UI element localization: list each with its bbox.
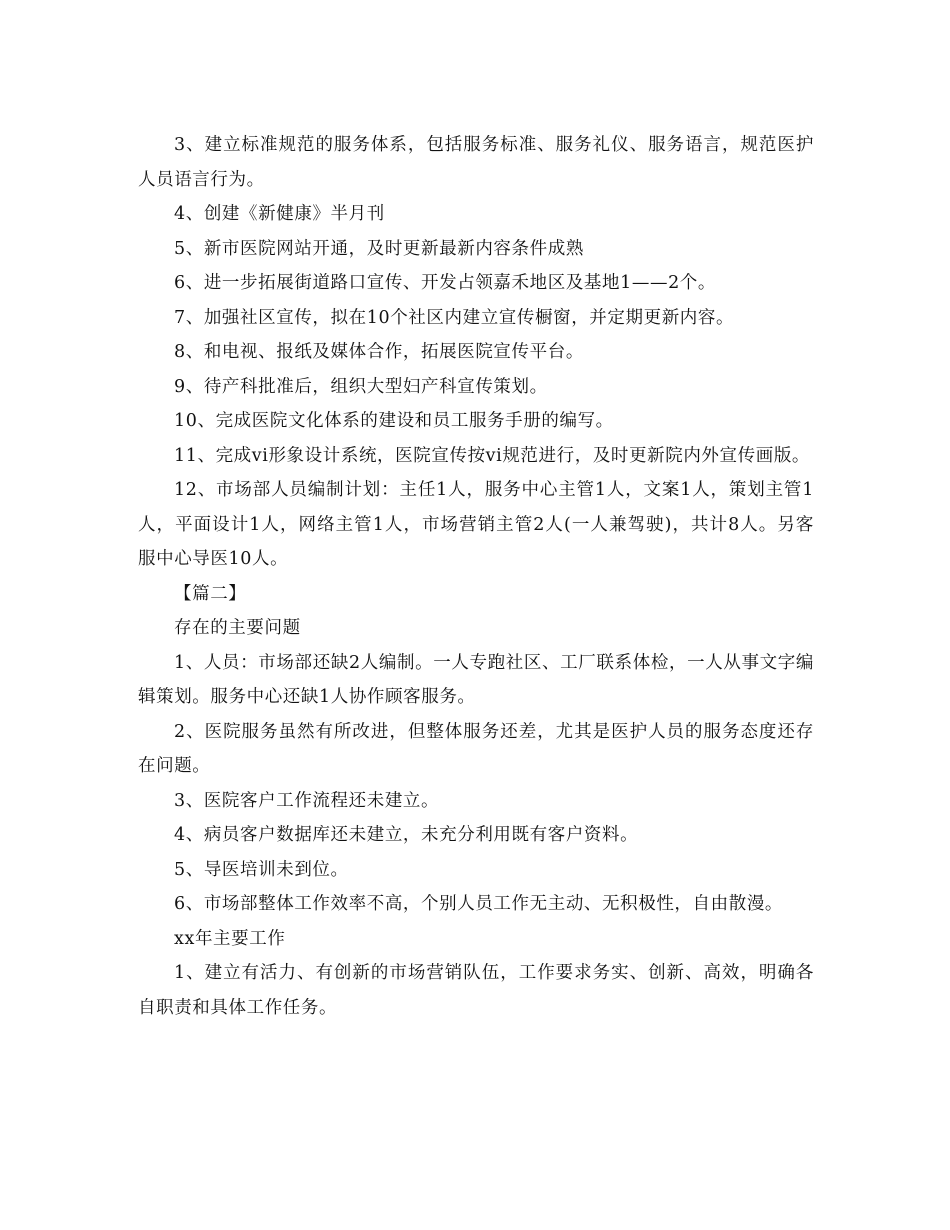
paragraph: 12、市场部人员编制计划：主任1人，服务中心主管1人，文案1人，策划主管1人，平面设计1人，网络主管1人，市场营销主管2人(一人兼驾驶)，共计8人。另客服中心导医10人。 — [138, 480, 814, 569]
paragraph: 10、完成医院文化体系的建设和员工服务手册的编写。 — [174, 411, 614, 431]
paragraph: 1、建立有活力、有创新的市场营销队伍，工作要求务实、创新、高效，明确各自职责和具体工作任务。 — [138, 963, 814, 1018]
paragraph: 4、创建《新健康》半月刊 — [174, 204, 385, 224]
paragraph: 11、完成vi形象设计系统，医院宣传按vi规范进行，及时更新院内外宣传画版。 — [174, 445, 811, 466]
paragraph: 6、进一步拓展街道路口宣传、开发占领嘉禾地区及基地1——2个。 — [174, 273, 716, 293]
paragraph: 3、医院客户工作流程还未建立。 — [174, 790, 440, 811]
paragraph: 2、医院服务虽然有所改进，但整体服务还差，尤其是医护人员的服务态度还存在问题。 — [138, 721, 814, 776]
paragraph: 4、病员客户数据库还未建立，未充分利用既有客户资料。 — [174, 825, 639, 845]
subheading: 存在的主要问题 — [174, 618, 301, 638]
section-heading: 【篇二】 — [174, 583, 247, 604]
paragraph: 6、市场部整体工作效率不高，个别人员工作无主动、无积极性，自由散漫。 — [174, 894, 784, 914]
document-body — [138, 128, 814, 1025]
paragraph: 9、待产科批准后，组织大型妇产科宣传策划。 — [174, 376, 548, 397]
paragraph: 5、导医培训未到位。 — [174, 859, 349, 880]
paragraph: 1、人员：市场部还缺2人编制。一人专跑社区、工厂联系体检，一人从事文字编辑策划。服务中心还缺1人协作顾客服务。 — [138, 652, 814, 707]
paragraph: 8、和电视、报纸及媒体合作，拓展医院宣传平台。 — [174, 342, 584, 362]
paragraph: 7、加强社区宣传，拟在10个社区内建立宣传橱窗，并定期更新内容。 — [174, 307, 735, 328]
subheading: xx年主要工作 — [174, 928, 286, 949]
paragraph: 3、建立标准规范的服务体系，包括服务标准、服务礼仪、服务语言，规范医护人员语言行为。 — [138, 135, 814, 190]
paragraph: 5、新市医院网站开通，及时更新最新内容条件成熟 — [174, 238, 584, 259]
